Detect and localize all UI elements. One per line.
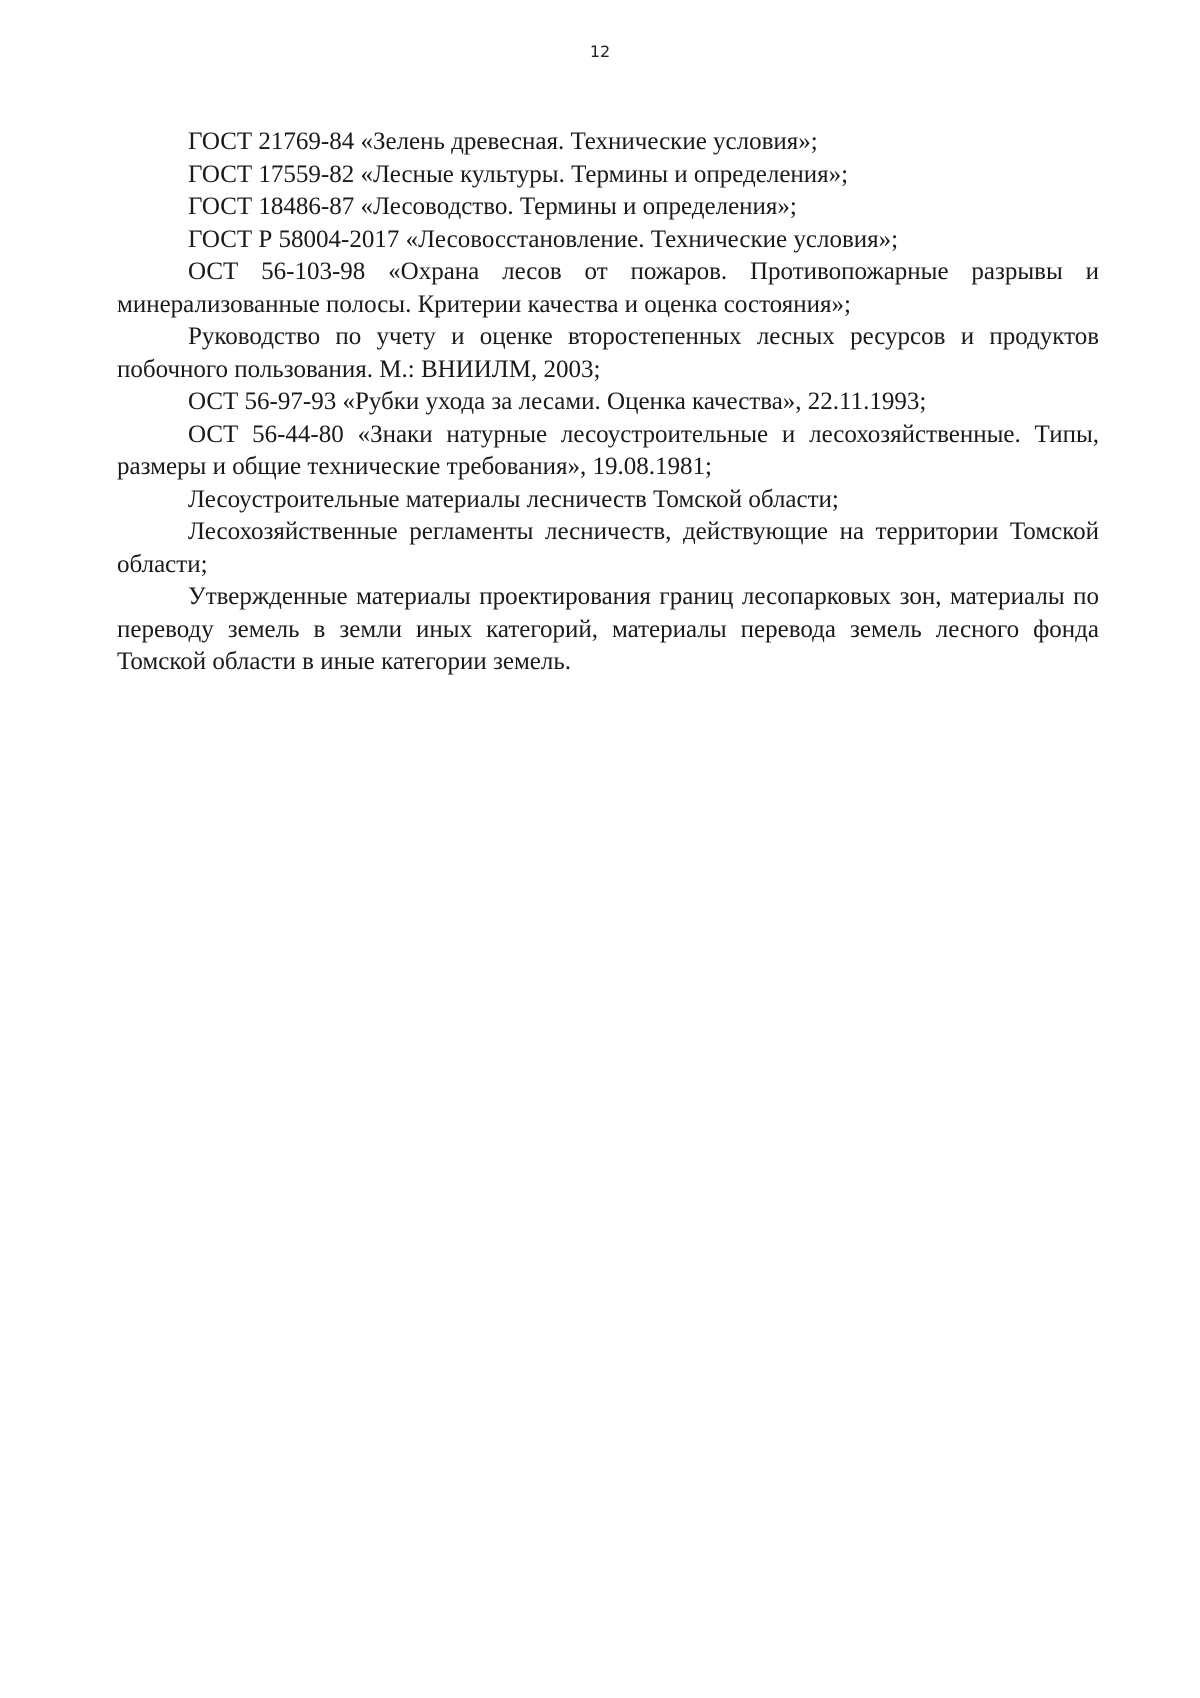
reference-item: ОСТ 56-44-80 «Знаки натурные лесоустроительные и лесохозяйственные. Типы, размеры и общие технические требования», 19.08.1981; — [117, 420, 1099, 480]
reference-item: ОСТ 56-103-98 «Охрана лесов от пожаров. Противопожарные разрывы и минерализованные полосы. Критерии качества и оценка состояния»; — [117, 258, 1099, 318]
reference-item: ГОСТ 17559-82 «Лесные культуры. Термины и определения»; — [188, 160, 849, 188]
reference-item: Утвержденные материалы проектирования границ лесопарковых зон, материалы по переводу земель в земли иных категорий, материалы перевода земель лесного фонда Томской области в иные категории земель. — [117, 583, 1099, 675]
reference-item: Лесоустроительные материалы лесничеств Томской области; — [188, 485, 839, 513]
reference-item: Руководство по учету и оценке второстепенных лесных ресурсов и продуктов побочного пользования. М.: ВНИИЛМ, 2003; — [117, 323, 1099, 383]
reference-item: ОСТ 56-97-93 «Рубки ухода за лесами. Оценка качества», 22.11.1993; — [188, 388, 927, 415]
reference-item: ГОСТ 18486-87 «Лесоводство. Термины и определения»; — [188, 193, 797, 220]
page-number: 12 — [589, 42, 611, 61]
reference-item: Лесохозяйственные регламенты лесничеств, действующие на территории Томской области; — [117, 518, 1099, 578]
reference-item: ГОСТ 21769-84 «Зелень древесная. Технические условия»; — [188, 128, 818, 155]
reference-list — [117, 126, 1099, 679]
reference-item: ГОСТ Р 58004-2017 «Лесовосстановление. Технические условия»; — [188, 225, 899, 253]
